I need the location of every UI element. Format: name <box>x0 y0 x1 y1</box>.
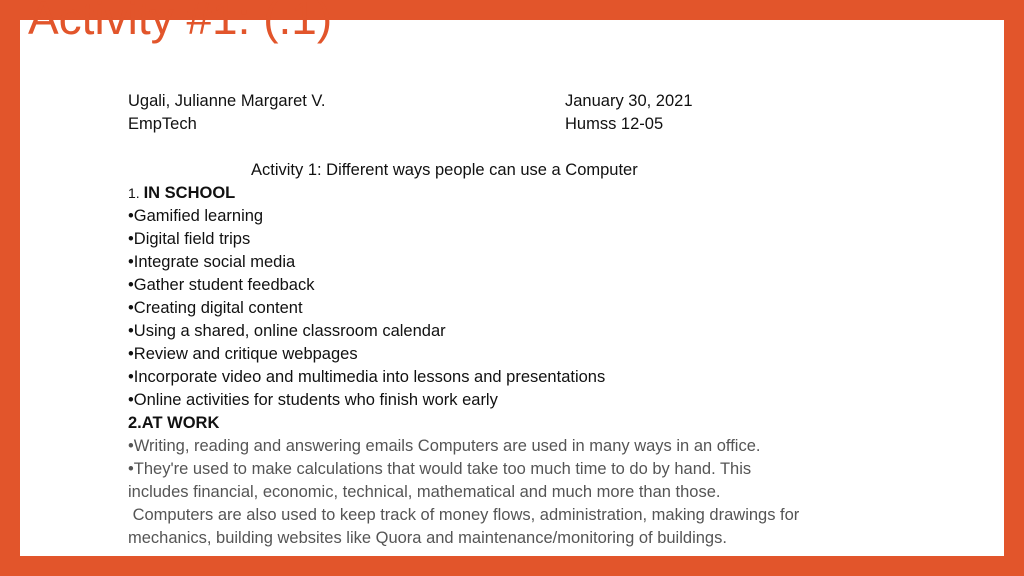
student-name: Ugali, Julianne Margaret V. <box>128 92 326 110</box>
slide-title: Activity #1: (.1) <box>28 0 333 44</box>
work-line: •They're used to make calculations that would take too much time to do by hand. This <box>128 460 752 478</box>
work-line: Computers are also used to keep track of money flows, administration, making drawings for <box>128 506 800 524</box>
section: Humss 12-05 <box>565 115 664 133</box>
work-line: mechanics, building websites like Quora and maintenance/monitoring of buildings. <box>128 529 727 547</box>
subject: EmpTech <box>128 115 197 133</box>
slide-content <box>128 90 948 550</box>
date: January 30, 2021 <box>565 92 693 110</box>
list-item: •Using a shared, online classroom calendar <box>128 322 446 340</box>
work-heading: 2.AT WORK <box>128 414 220 432</box>
school-list <box>128 205 948 412</box>
school-heading-text: IN SCHOOL <box>143 184 236 202</box>
list-item: •Online activities for students who finish work early <box>128 391 498 409</box>
list-item: •Gather student feedback <box>128 276 315 294</box>
header-row-1 <box>128 90 948 113</box>
list-item: •Gamified learning <box>128 207 264 225</box>
list-item: •Review and critique webpages <box>128 345 358 363</box>
work-line: includes financial, economic, technical, mathematical and much more than those. <box>128 483 721 501</box>
school-heading <box>128 182 948 205</box>
school-number: 1. <box>128 185 144 201</box>
work-line: •Writing, reading and answering emails Computers are used in many ways in an office. <box>128 437 761 455</box>
list-item: •Digital field trips <box>128 230 251 248</box>
slide <box>20 0 1004 556</box>
list-item: •Integrate social media <box>128 253 296 271</box>
list-item: •Creating digital content <box>128 299 303 317</box>
list-item: •Incorporate video and multimedia into lessons and presentations <box>128 368 606 386</box>
header-row-2 <box>128 113 948 136</box>
spacer <box>128 136 948 159</box>
activity-title: Activity 1: Different ways people can use a Computer <box>251 161 638 179</box>
work-text <box>128 435 948 550</box>
